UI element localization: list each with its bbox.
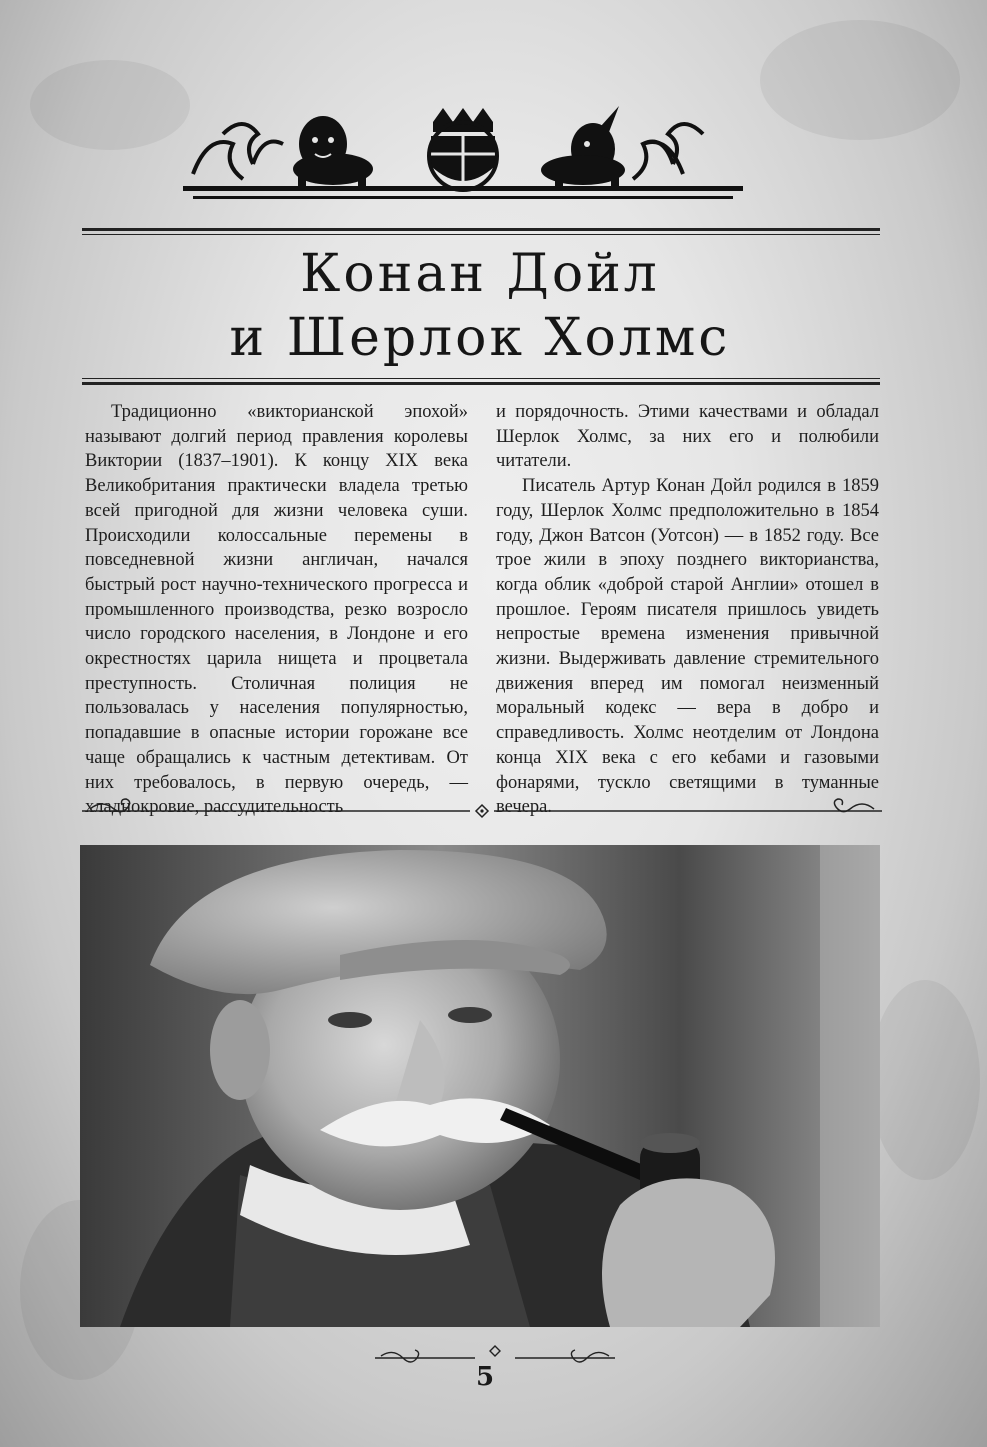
body-paragraph: и порядочность. Этими качествами и обладал Шерлок Холмс, за них его и полюбили читатели. — [496, 402, 879, 472]
page-title-line-2: и Шерлок Холмс — [229, 308, 731, 368]
royal-coat-of-arms-ornament-icon — [183, 104, 743, 216]
portrait-man-with-pipe-and-flat-cap-icon — [80, 845, 880, 1327]
paper-stain — [30, 60, 190, 150]
body-paragraph: Писатель Артур Конан Дойл родился в 1859 году, Шерлок Холмс предположительно в 1854 году, Джон Ватсон (Уотсон) — в 1852 году. Все трое жили в эпоху позднего викторианства, когда облик «доброй старой Англии» отошел в прошлое. Героям писателя пришлось увидеть непростые времена изменения привычной жизни. Выдерживать давление стремительного движения вперед им помогал неизменный моральный кодекс — вера в добро и справедливость. Холмс неотделим от Лондона конца XIX века с его кебами и газовыми фонарями, тускло светящими в туманные вечера. — [496, 476, 879, 818]
page-title-line-1: Конан Дойл — [300, 244, 660, 304]
body-paragraph: Традиционно «викторианской эпохой» называют долгий период правления королевы Виктории (1837–1901). К концу XIX века Великобритания практически владела третью всей пригодной для жизни человека суши. Происходили колоссальные перемены в повседневной жизни англичан, начался быстрый рост научно-технического прогресса и промышленного производства, резко возросло число городского населения, в Лондоне и его окрестностях царила нищета и процветала преступность. Столичная полиция не пользовалась у населения популярностью, попадавшие в опасные истории горожане все чаще обращались к частным детективам. От них требовалось, в первую очередь, — хладнокровие, рассудительность — [85, 402, 468, 818]
title-top-rule — [82, 228, 880, 231]
text-column-left — [85, 400, 468, 820]
paper-stain — [760, 20, 960, 140]
paper-stain — [870, 980, 980, 1180]
title-top-rule-thin — [82, 234, 880, 235]
flourish-divider-icon — [82, 795, 882, 825]
title-bottom-rule-thin — [82, 378, 880, 379]
page-number: 5 — [475, 1362, 495, 1392]
text-column-right — [496, 400, 879, 820]
title-bottom-rule — [82, 382, 880, 385]
portrait-photo — [80, 845, 880, 1327]
